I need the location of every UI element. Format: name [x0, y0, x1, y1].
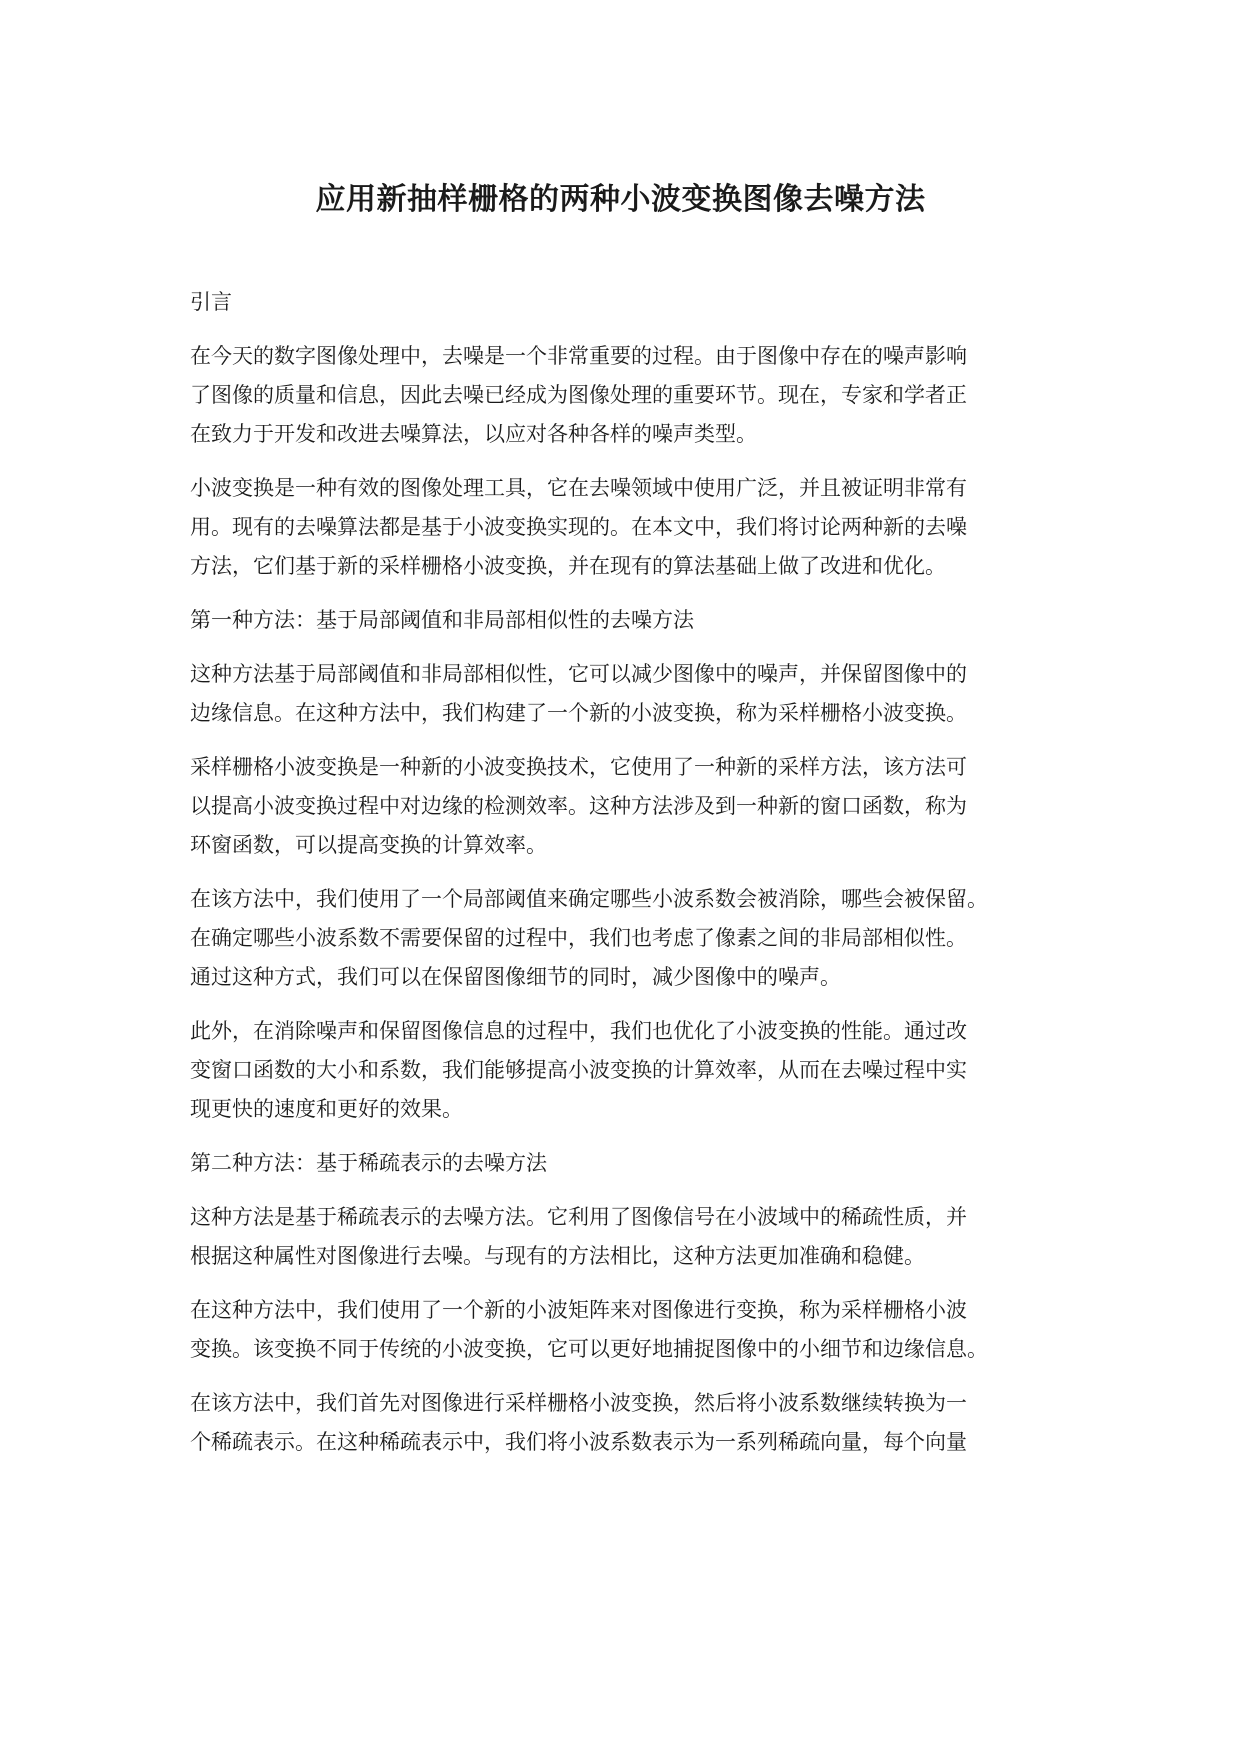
paragraph [190, 1198, 1080, 1276]
paragraph [190, 748, 1080, 865]
paragraph-line: 通过这种方式，我们可以在保留图像细节的同时，减少图像中的噪声。 [190, 965, 841, 989]
section-heading-method2: 第二种方法：基于稀疏表示的去噪方法 [190, 1151, 547, 1175]
paragraph-line: 了图像的质量和信息，因此去噪已经成为图像处理的重要环节。现在，专家和学者正 [190, 383, 967, 407]
paragraph-line: 这种方法基于局部阈值和非局部相似性，它可以减少图像中的噪声，并保留图像中的 [190, 662, 967, 686]
paragraph-line: 在这种方法中，我们使用了一个新的小波矩阵来对图像进行变换，称为采样栅格小波 [190, 1298, 967, 1322]
paragraph-line: 在该方法中，我们首先对图像进行采样栅格小波变换，然后将小波系数继续转换为一 [190, 1391, 967, 1415]
paragraph [190, 655, 1080, 733]
paragraph-line: 在今天的数字图像处理中，去噪是一个非常重要的过程。由于图像中存在的噪声影响 [190, 344, 967, 368]
paragraph [190, 1384, 1080, 1462]
paragraph [190, 1291, 1080, 1369]
paragraph-line: 采样栅格小波变换是一种新的小波变换技术，它使用了一种新的采样方法，该方法可 [190, 755, 967, 779]
document-body [190, 283, 1080, 1477]
section-heading-intro: 引言 [190, 290, 232, 314]
paragraph [190, 1012, 1080, 1129]
paragraph-line: 变窗口函数的大小和系数，我们能够提高小波变换的计算效率，从而在去噪过程中实 [190, 1058, 967, 1082]
paragraph-line: 在确定哪些小波系数不需要保留的过程中，我们也考虑了像素之间的非局部相似性。 [190, 926, 967, 950]
paragraph-line: 这种方法是基于稀疏表示的去噪方法。它利用了图像信号在小波域中的稀疏性质，并 [190, 1205, 967, 1229]
paragraph-line: 方法，它们基于新的采样栅格小波变换，并在现有的算法基础上做了改进和优化。 [190, 554, 946, 578]
paragraph-line: 在该方法中，我们使用了一个局部阈值来确定哪些小波系数会被消除，哪些会被保留。 [190, 887, 988, 911]
section-heading-method1: 第一种方法：基于局部阈值和非局部相似性的去噪方法 [190, 608, 694, 632]
paragraph [190, 880, 1080, 997]
paragraph-line: 用。现有的去噪算法都是基于小波变换实现的。在本文中，我们将讨论两种新的去噪 [190, 515, 967, 539]
paragraph-line: 小波变换是一种有效的图像处理工具，它在去噪领域中使用广泛，并且被证明非常有 [190, 476, 967, 500]
paragraph [190, 469, 1080, 586]
paragraph-line: 边缘信息。在这种方法中，我们构建了一个新的小波变换，称为采样栅格小波变换。 [190, 701, 967, 725]
paragraph-line: 此外，在消除噪声和保留图像信息的过程中，我们也优化了小波变换的性能。通过改 [190, 1019, 967, 1043]
paragraph-line: 现更快的速度和更好的效果。 [190, 1097, 463, 1121]
paragraph-line: 变换。该变换不同于传统的小波变换，它可以更好地捕捉图像中的小细节和边缘信息。 [190, 1337, 988, 1361]
paragraph-line: 以提高小波变换过程中对边缘的检测效率。这种方法涉及到一种新的窗口函数，称为 [190, 794, 967, 818]
paragraph-line: 个稀疏表示。在这种稀疏表示中，我们将小波系数表示为一系列稀疏向量，每个向量 [190, 1430, 967, 1454]
paragraph-line: 根据这种属性对图像进行去噪。与现有的方法相比，这种方法更加准确和稳健。 [190, 1244, 925, 1268]
paragraph [190, 337, 1080, 454]
paragraph-line: 在致力于开发和改进去噪算法，以应对各种各样的噪声类型。 [190, 422, 757, 446]
paragraph-line: 环窗函数，可以提高变换的计算效率。 [190, 833, 547, 857]
document-title: 应用新抽样栅格的两种小波变换图像去噪方法 [315, 182, 926, 217]
